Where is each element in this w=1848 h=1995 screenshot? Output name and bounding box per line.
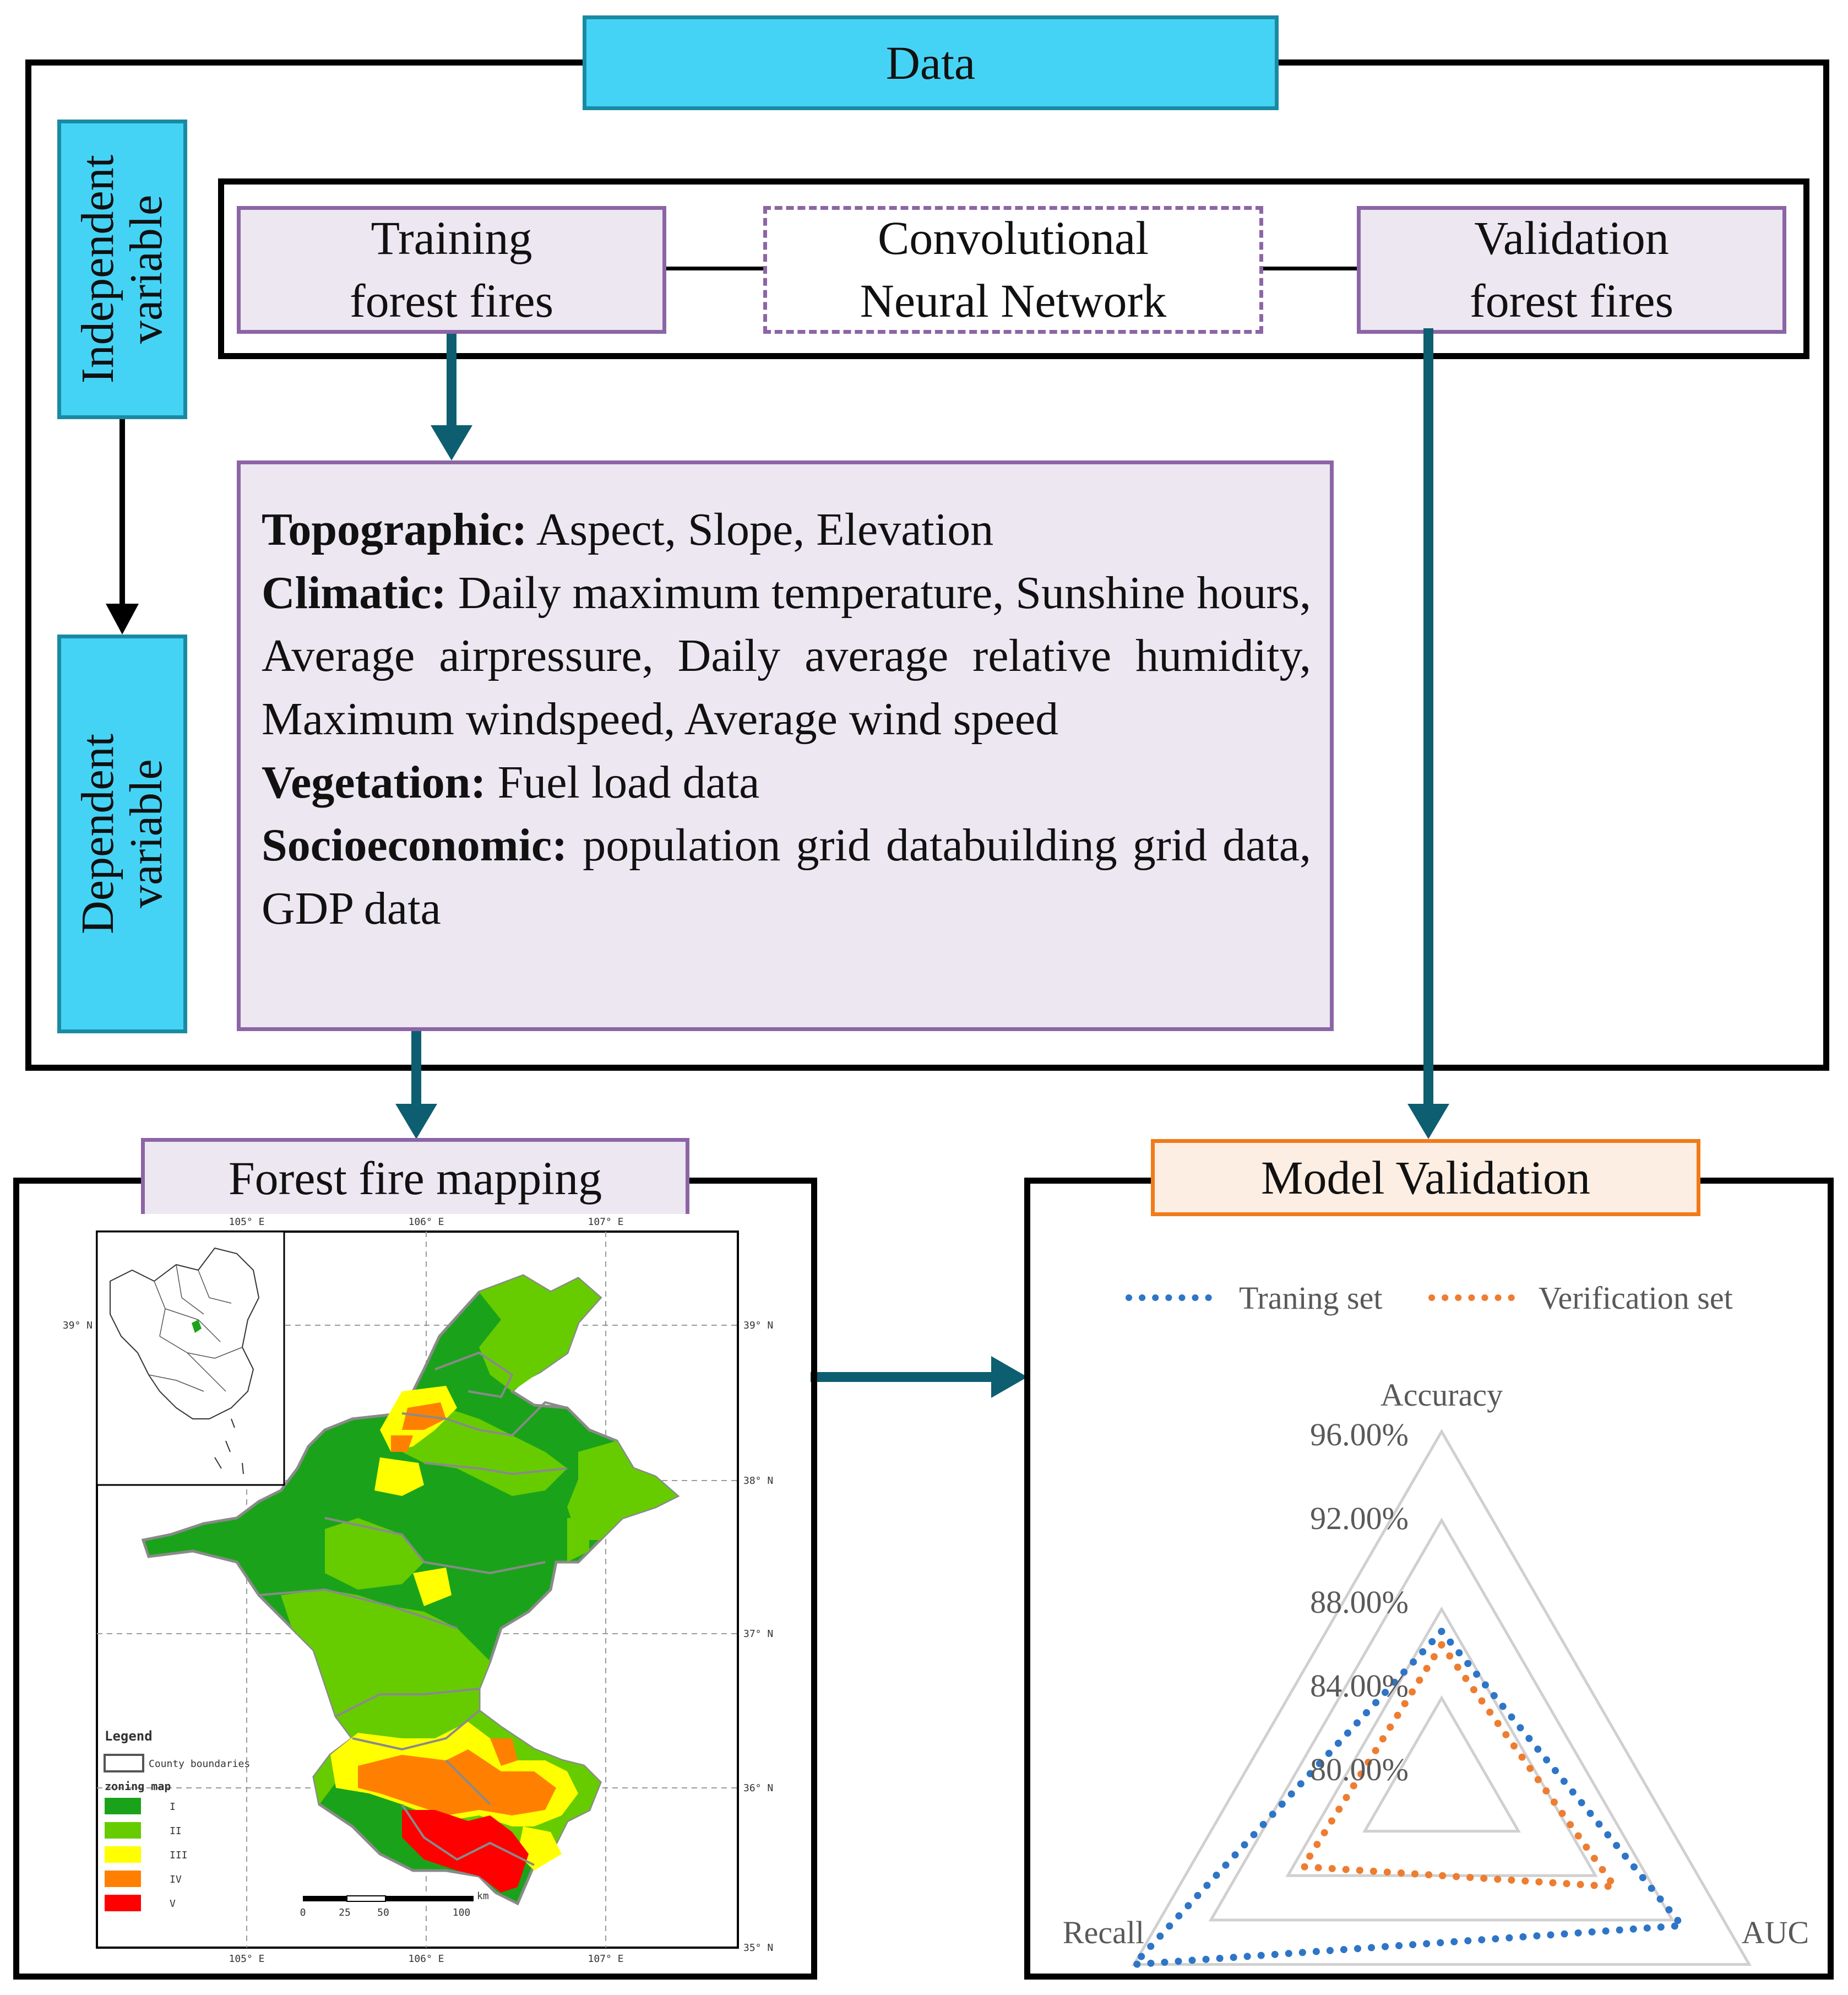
legend-label-verification: Verification set xyxy=(1539,1280,1733,1316)
legend-label-training: Traning set xyxy=(1239,1280,1383,1316)
tick-label-84: 84.00% xyxy=(1310,1668,1409,1704)
lat-tick-right-35: 35° N xyxy=(743,1942,774,1954)
legend-zoning-title: zoning map xyxy=(105,1780,171,1793)
variable-group-socioeconomic: Socioeconomic: population grid databuilding grid data, GDP data xyxy=(262,820,1311,934)
radar-chart xyxy=(1034,1217,1827,1972)
legend-swatch-iii xyxy=(105,1846,141,1863)
legend-label-iv: IV xyxy=(170,1874,182,1885)
tick-label-96: 96.00% xyxy=(1310,1417,1409,1452)
data-title: Data xyxy=(885,36,976,89)
lat-tick-left-39: 39° N xyxy=(62,1320,93,1331)
arrowhead-validation-to-model xyxy=(1407,1104,1449,1139)
variable-group-vegetation: Vegetation: Fuel load data xyxy=(262,756,760,808)
variable-group-topographic: Topographic: Aspect, Slope, Elevation xyxy=(262,504,994,555)
lat-tick-right-38: 38° N xyxy=(743,1475,774,1487)
scale-tick-25: 25 xyxy=(339,1907,351,1918)
tick-label-88: 88.00% xyxy=(1310,1584,1409,1620)
axis-label-recall: Recall xyxy=(1062,1915,1145,1950)
mapping-title: Forest fire mapping xyxy=(228,1151,602,1205)
legend-swatch-i xyxy=(105,1798,141,1814)
independent-variable-label: Independent variable xyxy=(72,155,172,384)
validation-title: Model Validation xyxy=(1261,1151,1590,1204)
cnn-label: Convolutional Neural Network xyxy=(860,212,1167,327)
radar-grid-ring xyxy=(1288,1609,1596,1876)
china-inset-map xyxy=(97,1232,284,1485)
axis-label-auc: AUC xyxy=(1741,1915,1809,1950)
validation-title-box xyxy=(1151,1139,1700,1216)
axis-label-accuracy: Accuracy xyxy=(1380,1377,1503,1413)
legend-label-ii: II xyxy=(170,1825,182,1837)
lat-tick-right-37: 37° N xyxy=(743,1628,774,1640)
mapping-title-box xyxy=(141,1138,689,1214)
scale-unit: km xyxy=(477,1890,489,1902)
arrowhead-mapping-to-validation xyxy=(991,1356,1028,1398)
lat-tick-right-36: 36° N xyxy=(743,1782,774,1794)
scale-tick-0: 0 xyxy=(300,1907,306,1918)
lat-tick-right-39: 39° N xyxy=(743,1320,774,1331)
validation-fires-label: Validation forest fires xyxy=(1469,212,1674,327)
legend-title: Legend xyxy=(105,1728,153,1744)
legend-boundary-label: County boundaries xyxy=(149,1758,251,1770)
tick-label-92: 92.00% xyxy=(1310,1500,1409,1536)
lon-tick-top-107: 107° E xyxy=(588,1216,624,1228)
lon-tick-top-106: 106° E xyxy=(408,1216,444,1228)
scale-tick-50: 50 xyxy=(377,1907,389,1918)
lon-tick-bottom-106: 106° E xyxy=(408,1953,444,1965)
tick-label-80: 80.00% xyxy=(1310,1752,1409,1787)
arrowhead-variables-to-mapping xyxy=(395,1104,437,1139)
legend-label-v: V xyxy=(170,1898,176,1910)
legend-label-i: I xyxy=(170,1801,176,1813)
lon-tick-top-105: 105° E xyxy=(229,1216,265,1228)
arrowhead-training-to-variables xyxy=(431,425,472,460)
legend-swatch-iv xyxy=(105,1871,141,1887)
variable-group-climatic: Climatic: Daily maximum temperature, Sunshine hours, Average airpressure, Daily average relative humidity, Maximum windspeed, Average wind speed xyxy=(262,567,1311,745)
scale-tick-100: 100 xyxy=(452,1907,471,1918)
fire-risk-map xyxy=(62,1210,774,1965)
lon-tick-bottom-107: 107° E xyxy=(588,1953,624,1965)
lon-tick-bottom-105: 105° E xyxy=(229,1953,265,1965)
legend-swatch-ii xyxy=(105,1822,141,1839)
dependent-variable-label: Dependent variable xyxy=(72,734,172,934)
legend-swatch-v xyxy=(105,1895,141,1911)
radar-grid-ring xyxy=(1211,1520,1672,1920)
training-fires-label: Training forest fires xyxy=(349,212,554,327)
arrowhead-independent-to-dependent xyxy=(106,604,139,635)
legend-label-iii: III xyxy=(170,1850,188,1861)
